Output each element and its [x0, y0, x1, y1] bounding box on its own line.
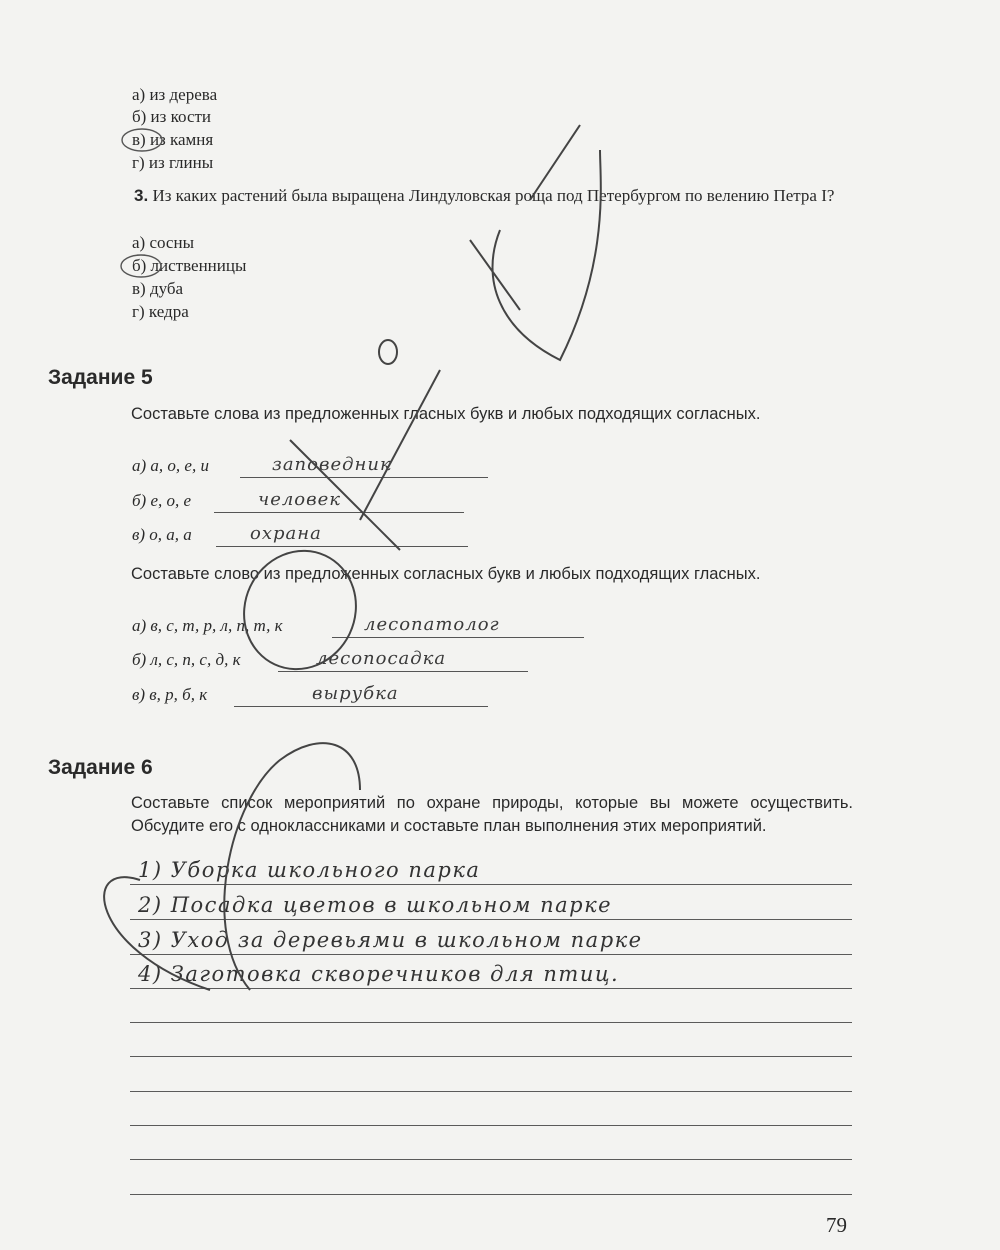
- scribble-stroke: [379, 340, 397, 364]
- question3-option-d: г) кедра: [132, 302, 189, 321]
- task5-title: Задание 5: [48, 366, 153, 389]
- plan-item-3: 3) Уход за деревьями в школьном парке: [138, 928, 643, 952]
- question3-option-c: в) дуба: [132, 279, 184, 298]
- plan-item-1: 1) Уборка школьного парка: [138, 858, 481, 882]
- scribble-stroke: [104, 877, 210, 990]
- scribble-stroke: [224, 743, 360, 990]
- row-label: в) о, а, а: [132, 525, 192, 544]
- row-label: б) е, о, е: [132, 491, 192, 510]
- row-label: в) в, р, б, к: [132, 685, 208, 704]
- scribble-stroke: [290, 440, 400, 550]
- question3-text: Из каких растений была выращена Линдуловская роща под Петербургом по велению Петра I?: [152, 186, 835, 205]
- handwritten-answer: заповедник: [272, 454, 392, 475]
- handwritten-answer: человек: [258, 489, 342, 510]
- answer-circle-q2: [122, 129, 162, 151]
- task5-instruction-vowels: Составьте слова из предложенных гласных букв и любых подходящих согласных.: [131, 405, 761, 423]
- task6-instruction: Составьте список мероприятий по охране природы, которые вы можете осуществить. Обсудите его с одноклассниками и составьте план выполнения этих мероприятий.: [131, 794, 853, 835]
- question2-option-d: г) из глины: [132, 153, 214, 172]
- plan-item-4: 4) Заготовка скворечников для птиц.: [138, 962, 620, 986]
- question3-option-a: а) сосны: [132, 233, 194, 252]
- handwritten-answer: лесопатолог: [364, 614, 500, 635]
- question3-option-b: б) лиственницы: [132, 256, 247, 275]
- row-label: а) в, с, т, р, л, п, т, к: [132, 616, 283, 635]
- question2-option-b: б) из кости: [132, 107, 212, 126]
- answer-circle-q3: [121, 255, 161, 277]
- question2-option-a: а) из дерева: [132, 85, 218, 104]
- handwritten-answer: лесопосадка: [316, 648, 447, 669]
- task5-instruction-consonants: Составьте слово из предложенных согласных букв и любых подходящих гласных.: [131, 565, 761, 583]
- plan-item-2: 2) Посадка цветов в школьном парке: [138, 893, 613, 917]
- handwritten-answer: вырубка: [312, 683, 399, 704]
- question3-number: 3.: [134, 186, 149, 205]
- task6-title: Задание 6: [48, 756, 153, 779]
- scribble-stroke: [470, 125, 601, 360]
- scribble-stroke: [225, 532, 375, 687]
- row-label: а) а, о, е, и: [132, 456, 209, 475]
- row-label: б) л, с, п, с, д, к: [132, 650, 241, 669]
- handwritten-answer: охрана: [250, 523, 322, 544]
- page-number: 79: [826, 1213, 847, 1237]
- question2-option-c: в) из камня: [132, 130, 214, 149]
- scribble-stroke: [360, 370, 440, 520]
